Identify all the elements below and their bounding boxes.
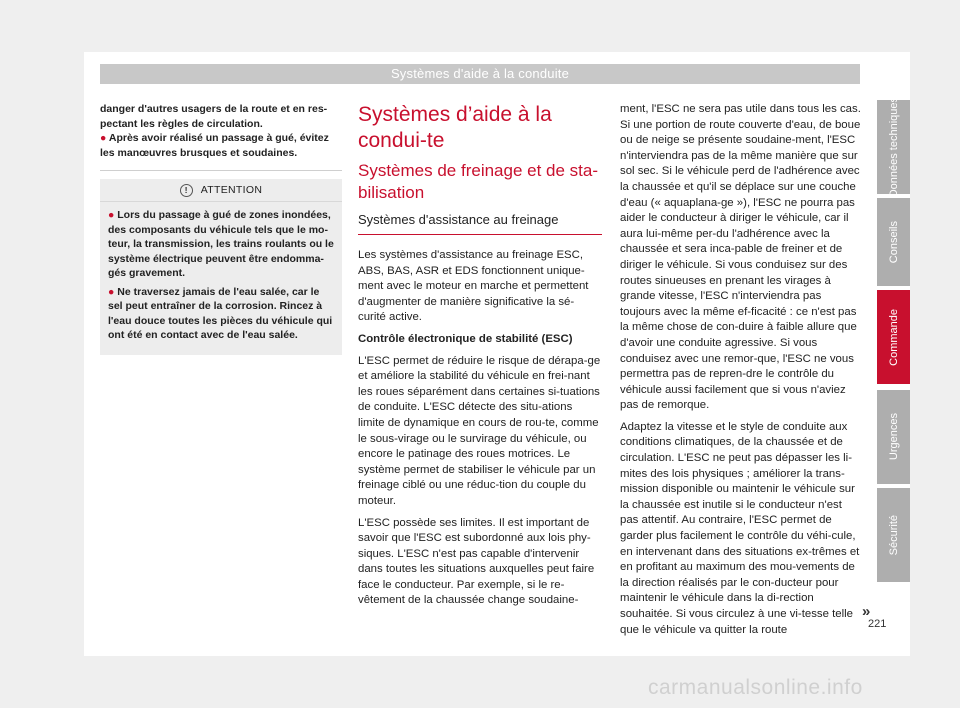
continue-arrow-icon: » (862, 603, 871, 620)
warning-continued (100, 102, 342, 160)
tab-commande[interactable] (877, 290, 910, 384)
paragraph: Adaptez la vitesse et le style de conduite aux conditions climatiques, de la chaussée et de circulation. L'ESC ne peut pas dépasser les li-mites des lois physiques ; améliorer la trans-mission disponible ou maintenir le véhicule sur la chaussée est inutile si le conducteur n'est pas attentif. Au contraire, l'ESC permet de garder plus facilement le contrôle du véhi-cule, en intervenant dans des situations ex-trêmes et en profitant au maximum des mou-vements de la direction réalisés par le con-ducteur pour maintenir le véhicule dans la di-rection souhaitée. Si vous circulez à une vi-tesse telle que le véhicule va quitter la route (620, 420, 860, 636)
attention-box (100, 179, 342, 355)
middle-column (358, 102, 602, 615)
left-column (100, 102, 342, 355)
attention-body (100, 202, 342, 343)
attention-item-text: Ne traversez jamais de l'eau salée, car le sel peut entraîner de la corrosion. Rincez à l'eau douce toutes les pièces du véhicule qui ont été en contact avec de l'eau salée. (108, 285, 333, 341)
tab-urgences[interactable] (877, 390, 910, 484)
bullet-icon: ● (100, 132, 109, 144)
chapter-title: Systèmes d’aide à la condui-te (358, 103, 552, 152)
tab-label: Commande (887, 308, 900, 366)
paragraph: L'ESC permet de réduire le risque de dérapa-ge et améliore la stabilité du véhicule en frei-nant les roues séparément dans certaines si-tuations de conduite. L'ESC détecte des situ-ations limite de dynamique en cours de rou-te, comme le sous-virage ou le survirage du véhicule, ou encore le patinage des roues motrices. Le système permet de stabiliser le véhicule par un freinage ciblé ou une réduc-tion du couple du moteur. (358, 354, 601, 507)
tab-label: Données techniques (887, 96, 900, 198)
watermark: carmanualsonline.info (648, 676, 863, 699)
paragraph: L'ESC possède ses limites. Il est important de savoir que l'ESC est subordonné aux lois phy-siques. L'ESC n'est pas capable d'intervenir dans toutes les situations auxquelles peut faire face le conducteur. Par exemple, si le re-vêtement de la chaussée change soudaine- (358, 516, 595, 607)
tab-label: Sécurité (887, 514, 900, 556)
subsection-title: Systèmes d'assistance au freinage (358, 211, 602, 235)
esc-heading: Contrôle électronique de stabilité (ESC) (358, 332, 573, 345)
right-column (620, 102, 862, 644)
page-header: Systèmes d'aide à la conduite (100, 64, 860, 84)
body-text (358, 248, 602, 609)
section-title: Systèmes de freinage et de sta-bilisation (358, 161, 599, 202)
warning-item-2 (100, 131, 342, 160)
page-number: 221 (868, 618, 887, 630)
paragraph: ment, l'ESC ne sera pas utile dans tous les cas. Si une portion de route couverte d'eau, de boue ou de neige se présente soudaine-ment, l'ESC n'interviendra pas de la même manière que sur sol sec. Si le véhicule perd de l'adhérence avec la chaussée et qu'il se déplace sur une couche d'eau (« aquaplana-ge »), l'ESC ne pourra pas aider le conducteur à diriger le véhicule, car il aura lui-même per-du l'adhérence avec la chaussée et sera inca-pable de freiner et de diriger le véhicule. Si vous conduisez sur des routes sinueuses en prenant les virages à grande vitesse, l'ESC n'interviendra pas toujours avec la même ef-ficacité : ce n'est pas la même chose de con-duire à faible allure que d'avoir une conduite agressive. Si vous conduisez avec une remor-que, l'ESC ne vous permettra pas de repren-dre le contrôle du véhicule aussi facilement que si vous n'aviez pas de remorque. (620, 103, 861, 412)
tab-label: Urgences (887, 413, 900, 461)
warning-text-2: Après avoir réalisé un passage à gué, évitez les manœuvres brusques et soudaines. (100, 132, 329, 159)
tab-donnees-techniques[interactable] (877, 96, 910, 198)
attention-item-text: Lors du passage à gué de zones inondées, des composants du véhicule tels que le mo-teur, la transmission, les trains roulants ou le système électrique peuvent être endomma-gés gravement. (108, 209, 334, 279)
intro-paragraph: Les systèmes d'assistance au freinage ESC, ABS, BAS, ASR et EDS fonctionnent unique-ment avec le moteur en marche et permettent d'augmenter de manière significative la sé-curité active. (358, 249, 589, 324)
warning-icon: ! (180, 184, 193, 197)
attention-item (108, 285, 334, 343)
bullet-icon: ● (108, 285, 118, 298)
divider (100, 170, 342, 171)
warning-text-1: danger d'autres usagers de la route et en res-pectant les règles de circulation. (100, 103, 328, 130)
attention-title: ATTENTION (200, 184, 263, 196)
tab-conseils[interactable] (877, 198, 910, 286)
attention-item (108, 208, 334, 281)
tab-securite[interactable] (877, 488, 910, 582)
bullet-icon: ● (108, 209, 118, 221)
tab-label: Conseils (887, 220, 900, 264)
attention-header (100, 179, 342, 202)
